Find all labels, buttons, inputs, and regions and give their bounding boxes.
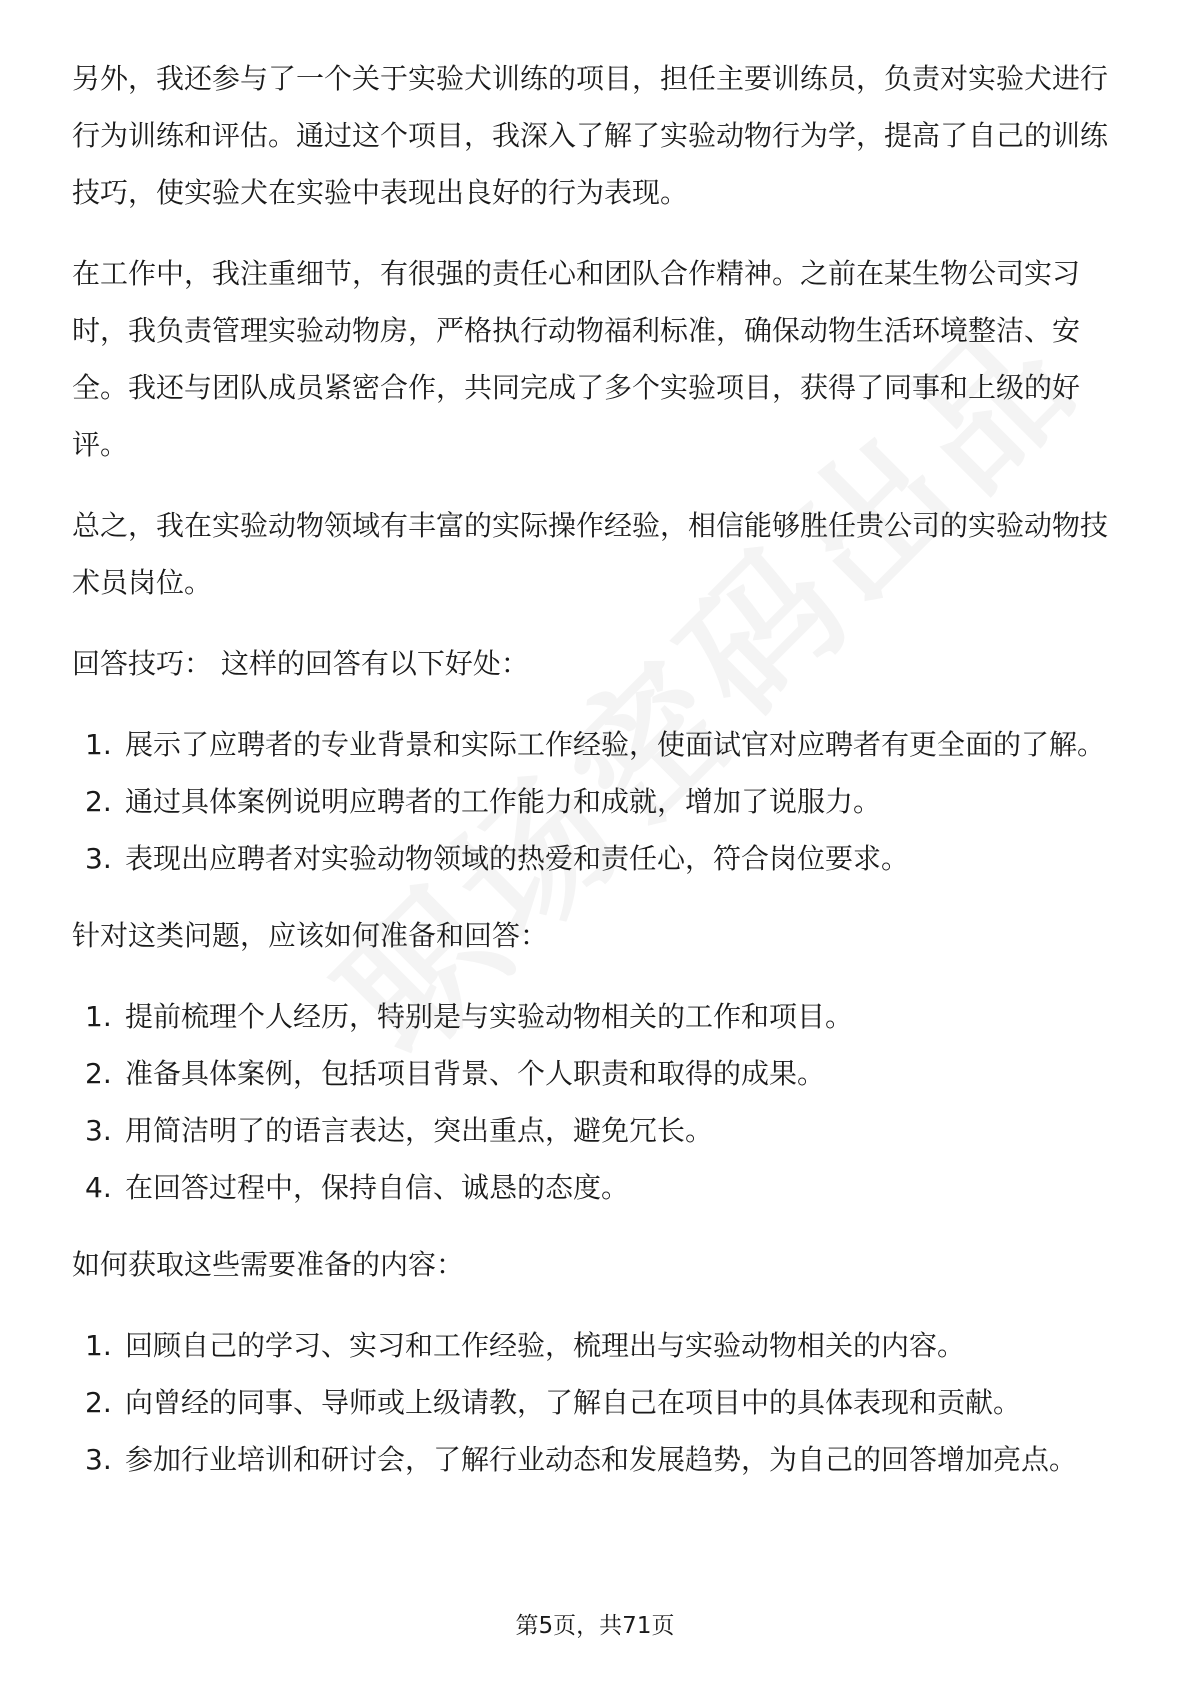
list-item xyxy=(72,830,1118,887)
tips-heading: 回答技巧： 这样的回答有以下好处： xyxy=(72,647,529,680)
list-item xyxy=(72,1317,1118,1374)
list-number: 1. xyxy=(85,1000,112,1033)
list-number: 2. xyxy=(85,1386,112,1419)
list-item-text: 表现出应聘者对实验动物领域的热爱和责任心，符合岗位要求。 xyxy=(125,842,910,875)
list-item xyxy=(72,1045,1118,1102)
prepare-heading: 针对这类问题，应该如何准备和回答： xyxy=(72,919,549,952)
list-item xyxy=(72,1159,1118,1216)
list-item xyxy=(72,716,1118,773)
list-number: 1. xyxy=(85,1329,112,1362)
list-item-text: 提前梳理个人经历，特别是与实验动物相关的工作和项目。 xyxy=(125,1000,854,1033)
paragraph-summary: 总之，我在实验动物领域有丰富的实际操作经验，相信能够胜任贵公司的实验动物技术员岗位。 xyxy=(72,509,1109,599)
list-number: 2. xyxy=(85,1057,112,1090)
list-item xyxy=(72,1431,1118,1488)
list-number: 2. xyxy=(85,785,112,818)
list-item xyxy=(72,1374,1118,1431)
list-item-text: 准备具体案例，包括项目背景、个人职责和取得的成果。 xyxy=(125,1057,826,1090)
list-item xyxy=(72,1102,1118,1159)
list-item-text: 在回答过程中，保持自信、诚恳的态度。 xyxy=(125,1171,630,1204)
list-item-text: 展示了应聘者的专业背景和实际工作经验，使面试官对应聘者有更全面的了解。 xyxy=(125,728,1106,761)
list-item-text: 向曾经的同事、导师或上级请教，了解自己在项目中的具体表现和贡献。 xyxy=(125,1386,1022,1419)
list-number: 3. xyxy=(85,1443,112,1476)
list-number: 4. xyxy=(85,1171,112,1204)
list-item-text: 用简洁明了的语言表达，突出重点，避免冗长。 xyxy=(125,1114,714,1147)
obtain-list xyxy=(72,1317,1118,1488)
list-item xyxy=(72,773,1118,830)
document-body xyxy=(72,50,1118,1508)
paragraph-dog-training: 另外，我还参与了一个关于实验犬训练的项目，担任主要训练员，负责对实验犬进行行为训练和评估。通过这个项目，我深入了解了实验动物行为学，提高了自己的训练技巧，使实验犬在实验中表现出良好的行为表现。 xyxy=(72,62,1109,209)
tips-list xyxy=(72,716,1118,887)
list-item-text: 回顾自己的学习、实习和工作经验，梳理出与实验动物相关的内容。 xyxy=(125,1329,966,1362)
obtain-heading: 如何获取这些需要准备的内容： xyxy=(72,1248,465,1281)
list-item-text: 通过具体案例说明应聘者的工作能力和成就，增加了说服力。 xyxy=(125,785,882,818)
list-number: 1. xyxy=(85,728,112,761)
list-number: 3. xyxy=(85,842,112,875)
list-item-text: 参加行业培训和研讨会，了解行业动态和发展趋势，为自己的回答增加亮点。 xyxy=(125,1443,1078,1476)
paragraph-work-attitude: 在工作中，我注重细节，有很强的责任心和团队合作精神。之前在某生物公司实习时，我负责管理实验动物房，严格执行动物福利标准，确保动物生活环境整洁、安全。我还与团队成员紧密合作，共同完成了多个实验项目，获得了同事和上级的好评。 xyxy=(72,257,1081,461)
list-item xyxy=(72,988,1118,1045)
list-number: 3. xyxy=(85,1114,112,1147)
prepare-list xyxy=(72,988,1118,1216)
page-footer: 第5页，共71页 xyxy=(515,1613,675,1639)
